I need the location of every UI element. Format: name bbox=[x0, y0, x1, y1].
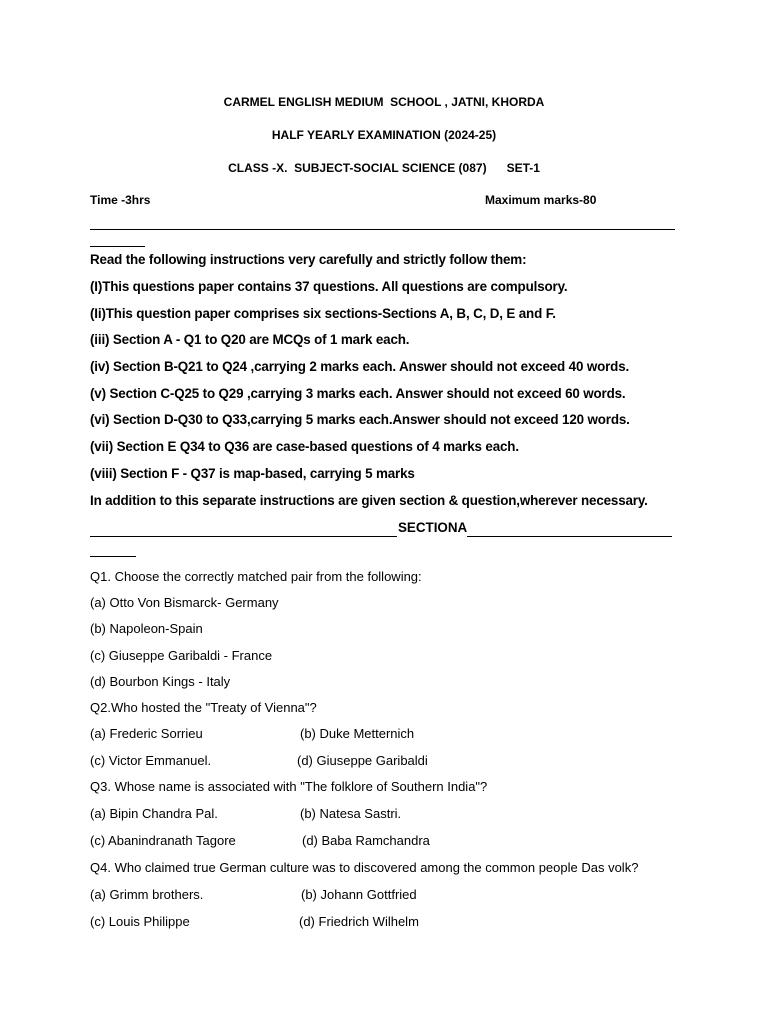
exam-title: HALF YEARLY EXAMINATION (2024-25) bbox=[271, 128, 497, 142]
header-rule bbox=[90, 229, 675, 230]
section-a-heading: SECTIONA bbox=[398, 520, 468, 535]
instruction-item: (v) Section C-Q25 to Q29 ,carrying 3 marks each. Answer should not exceed 60 words. bbox=[90, 386, 626, 401]
q1-option-c: (c) Giuseppe Garibaldi - France bbox=[90, 648, 273, 663]
section-rule-right bbox=[467, 536, 672, 537]
q1-option-d: (d) Bourbon Kings - Italy bbox=[90, 674, 231, 689]
time-label: Time -3hrs bbox=[90, 193, 151, 207]
question-2: Q2.Who hosted the "Treaty of Vienna"? bbox=[90, 700, 317, 715]
instruction-item: (I)This questions paper contains 37 questions. All questions are compulsory. bbox=[90, 279, 568, 294]
instruction-item: (Ii)This question paper comprises six sections-Sections A, B, C, D, E and F. bbox=[90, 306, 556, 321]
instruction-item: (iv) Section B-Q21 to Q24 ,carrying 2 marks each. Answer should not exceed 40 words. bbox=[90, 359, 630, 374]
question-3: Q3. Whose name is associated with "The folklore of Southern India"? bbox=[90, 779, 488, 794]
q2-option-c: (c) Victor Emmanuel. bbox=[90, 753, 212, 768]
school-name: CARMEL ENGLISH MEDIUM SCHOOL , JATNI, KHORDA bbox=[223, 95, 545, 109]
instruction-item: (iii) Section A - Q1 to Q20 are MCQs of 1 mark each. bbox=[90, 332, 410, 347]
max-marks-label: Maximum marks-80 bbox=[485, 193, 597, 207]
q1-option-b: (b) Napoleon-Spain bbox=[90, 621, 203, 636]
q1-option-a: (a) Otto Von Bismarck- Germany bbox=[90, 595, 279, 610]
section-rule-left bbox=[90, 536, 397, 537]
question-1: Q1. Choose the correctly matched pair from the following: bbox=[90, 569, 422, 584]
q4-option-c: (c) Louis Philippe bbox=[90, 914, 190, 929]
q3-option-b: (b) Natesa Sastri. bbox=[300, 806, 402, 821]
class-subject-line: CLASS -X. SUBJECT-SOCIAL SCIENCE (087) SET-1 bbox=[228, 161, 540, 175]
instruction-item: (vi) Section D-Q30 to Q33,carrying 5 marks each.Answer should not exceed 120 words. bbox=[90, 412, 630, 427]
q4-option-a: (a) Grimm brothers. bbox=[90, 887, 204, 902]
q4-option-b: (b) Johann Gottfried bbox=[301, 887, 417, 902]
q3-option-c: (c) Abanindranath Tagore bbox=[90, 833, 236, 848]
instructions-additional: In addition to this separate instructions are given section & question,wherever necessary. bbox=[90, 493, 648, 508]
header-rule-tail bbox=[90, 246, 145, 247]
q4-option-d: (d) Friedrich Wilhelm bbox=[299, 914, 419, 929]
instructions-intro: Read the following instructions very carefully and strictly follow them: bbox=[90, 252, 527, 267]
q2-option-b: (b) Duke Metternich bbox=[300, 726, 415, 741]
q3-option-a: (a) Bipin Chandra Pal. bbox=[90, 806, 218, 821]
instruction-item: (vii) Section E Q34 to Q36 are case-based questions of 4 marks each. bbox=[90, 439, 519, 454]
instruction-item: (viii) Section F - Q37 is map-based, carrying 5 marks bbox=[90, 466, 415, 481]
q2-option-d: (d) Giuseppe Garibaldi bbox=[297, 753, 428, 768]
q2-option-a: (a) Frederic Sorrieu bbox=[90, 726, 203, 741]
section-rule-tail bbox=[90, 556, 136, 557]
q3-option-d: (d) Baba Ramchandra bbox=[302, 833, 430, 848]
question-4: Q4. Who claimed true German culture was to discovered among the common people Das volk? bbox=[90, 860, 639, 875]
